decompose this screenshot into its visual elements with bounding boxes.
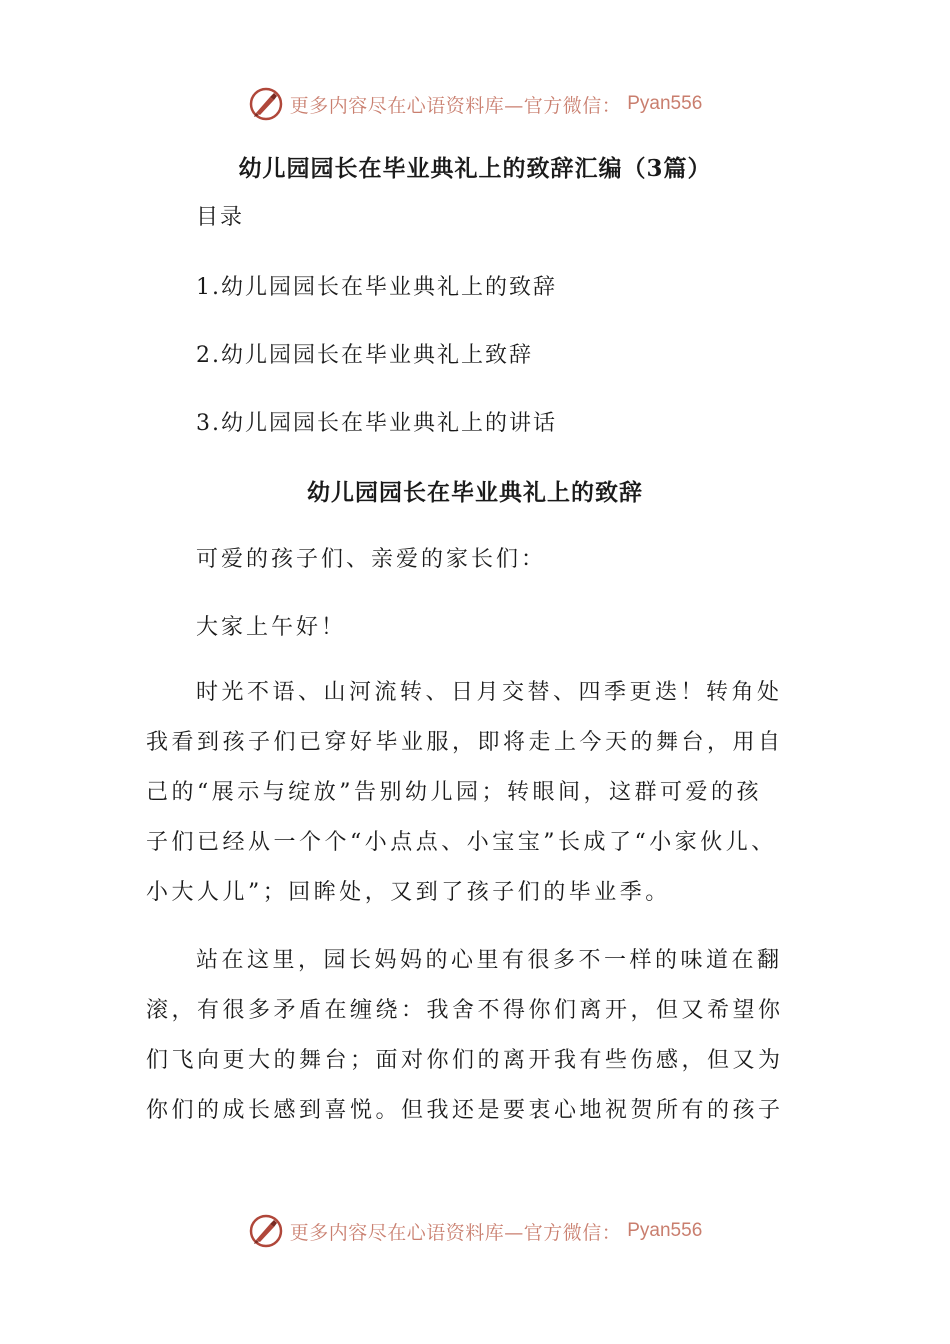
toc-item: 2.幼儿园园长在毕业典礼上致辞 xyxy=(196,343,533,368)
paragraph-line: 时光不语、山河流转、日月交替、四季更迭！转角处 xyxy=(196,680,783,705)
watermark-wechat-id: Pyan556 xyxy=(627,1220,703,1241)
greeting: 大家上午好！ xyxy=(196,615,347,640)
toc-item: 3.幼儿园园长在毕业典礼上的讲话 xyxy=(196,411,557,436)
toc-heading: 目录 xyxy=(196,205,245,230)
paragraph-line: 我看到孩子们已穿好毕业服，即将走上今天的舞台，用自 xyxy=(146,730,784,755)
paragraph-line: 己的“展示与绽放”告别幼儿园；转眼间，这群可爱的孩 xyxy=(146,780,762,805)
paragraph-line: 们飞向更大的舞台；面对你们的离开我有些伤感，但又为 xyxy=(146,1048,784,1073)
paragraph-line: 子们已经从一个个“小点点、小宝宝”长成了“小家伙儿、 xyxy=(146,830,777,855)
paragraph-line: 小大人儿”；回眸处，又到了孩子们的毕业季。 xyxy=(146,880,671,905)
paragraph-2 xyxy=(146,944,806,1144)
section-title: 幼儿园园长在毕业典礼上的致辞 xyxy=(307,479,643,506)
paragraph-line: 你们的成长感到喜悦。但我还是要衷心地祝贺所有的孩子 xyxy=(146,1098,784,1123)
salutation: 可爱的孩子们、亲爱的家长们： xyxy=(196,547,547,572)
paragraph-1 xyxy=(146,676,806,926)
paragraph-line: 站在这里，园长妈妈的心里有很多不一样的味道在翻 xyxy=(196,948,783,973)
document-title: 幼儿园园长在毕业典礼上的致辞汇编（3篇） xyxy=(238,155,712,182)
watermark-wechat-id: Pyan556 xyxy=(627,93,703,114)
watermark-text: 更多内容尽在心语资料库—官方微信： xyxy=(289,94,622,117)
watermark-text: 更多内容尽在心语资料库—官方微信： xyxy=(289,1221,622,1244)
pen-logo-icon xyxy=(248,1213,284,1249)
footer-watermark xyxy=(0,1209,950,1253)
pen-logo-icon xyxy=(248,86,284,122)
paragraph-line: 滚，有很多矛盾在缠绕：我舍不得你们离开，但又希望你 xyxy=(146,998,784,1023)
header-watermark xyxy=(0,82,950,126)
toc-item: 1.幼儿园园长在毕业典礼上的致辞 xyxy=(196,275,557,300)
